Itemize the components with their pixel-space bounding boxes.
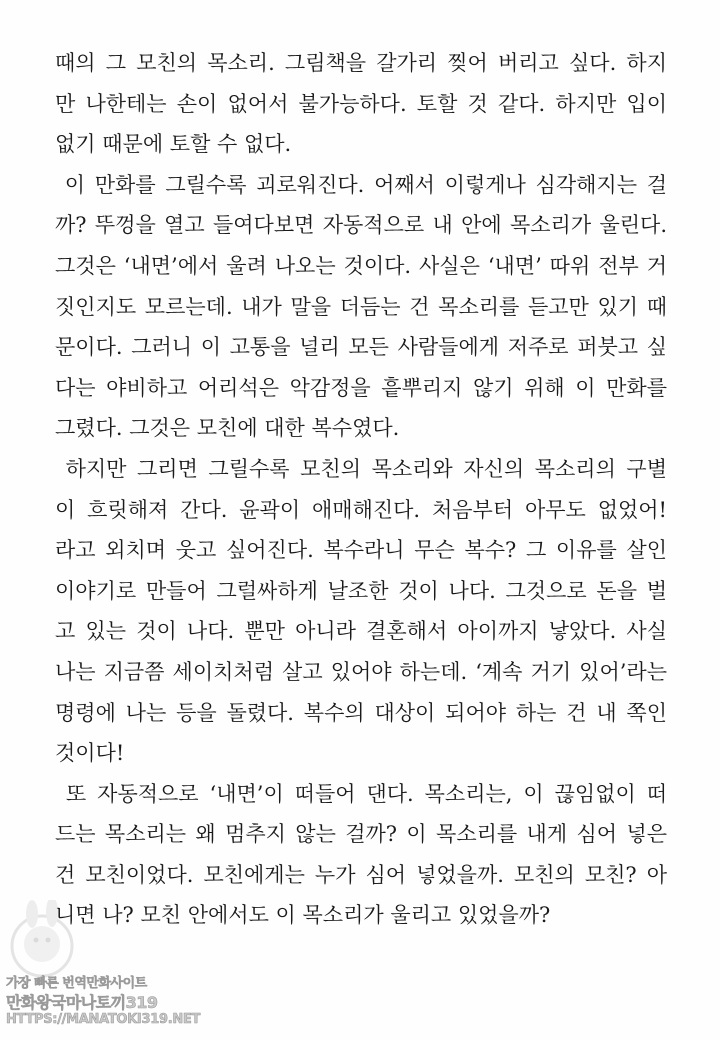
watermark-url: HTTPS://MANATOKI319.NET: [6, 1012, 201, 1027]
text-line: 명령에 나는 등을 돌렸다. 복수의 대상이 되어야 하는 건 내 쪽인: [55, 700, 667, 725]
text-line: 때의 그 모친의 목소리. 그림책을 갈가리 찢어 버리고 싶다. 하지: [55, 51, 667, 75]
text-line: 고 있는 것이 나다. 뿐만 아니라 결혼해서 아이까지 낳았다. 사실: [55, 619, 667, 644]
text-line: 다는 야비하고 어리석은 악감정을 흩뿌리지 않기 위해 이 만화를: [55, 375, 667, 400]
text-line: 그렸다. 그것은 모친에 대한 복수였다.: [55, 416, 400, 441]
watermark-tagline: 가장 빠른 번역만화사이트: [6, 976, 147, 991]
text-line: 니면 나? 모친 안에서도 이 목소리가 울리고 있었을까?: [55, 903, 551, 928]
text-line: 나는 지금쯤 세이치처럼 살고 있어야 하는데. ‘계속 거기 있어’라는: [55, 659, 667, 684]
text-line: 건 모친이었다. 모친에게는 누가 심어 넣었을까. 모친의 모친? 아: [55, 862, 667, 887]
text-line: 그것은 ‘내면’에서 울려 나오는 것이다. 사실은 ‘내면’ 따위 전부 거: [55, 253, 667, 278]
text-line: 라고 외치며 웃고 싶어진다. 복수라니 무슨 복수? 그 이유를 살인: [55, 538, 667, 563]
watermark-site-name: 만화왕국마나토끼319: [6, 993, 158, 1012]
text-line: 하지만 그리면 그릴수록 모친의 목소리와 자신의 목소리의 구별: [55, 456, 667, 481]
text-line: 것이다!: [55, 741, 125, 766]
text-line: 짓인지도 모르는데. 내가 말을 더듬는 건 목소리를 듣고만 있기 때: [55, 294, 667, 319]
text-line: 또 자동적으로 ‘내면’이 떠들어 댄다. 목소리는, 이 끊임없이 떠: [55, 781, 667, 806]
text-line: 이 흐릿해져 간다. 윤곽이 애매해진다. 처음부터 아무도 없었어!: [55, 497, 667, 522]
text-line: 이야기로 만들어 그럴싸하게 날조한 것이 나다. 그것으로 돈을 벌: [55, 578, 667, 603]
text-line: 까? 뚜껑을 열고 들여다보면 자동적으로 내 안에 목소리가 울린다.: [55, 213, 667, 238]
text-line: 만 나한테는 손이 없어서 불가능하다. 토할 것 같다. 하지만 입이: [55, 91, 667, 116]
text-line: 문이다. 그러니 이 고통을 널리 모든 사람들에게 저주로 퍼붓고 싶: [55, 335, 667, 360]
text-line: 드는 목소리는 왜 멈추지 않는 걸까? 이 목소리를 내게 심어 넣은: [55, 822, 667, 847]
text-line: 없기 때문에 토할 수 없다.: [55, 132, 292, 157]
body-text: [55, 43, 667, 936]
text-line: 이 만화를 그릴수록 괴로워진다. 어째서 이렇게나 심각해지는 걸: [55, 172, 667, 197]
